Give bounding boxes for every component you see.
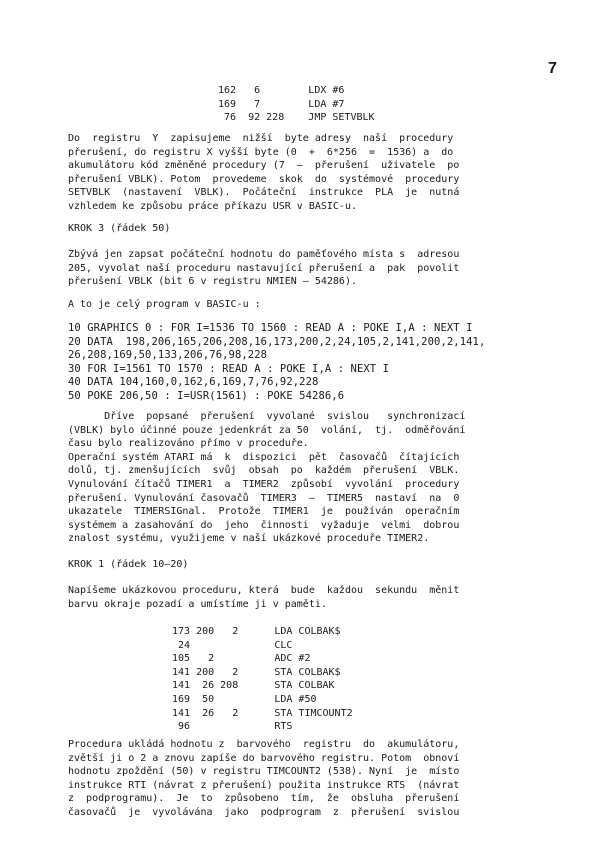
- text-line: časovačů je vyvolávána jako podprogram z přerušení svislou: [68, 806, 460, 818]
- paragraph: A to je celý program v BASIC-u :: [68, 299, 261, 310]
- code-line: 105 2 ADC #2: [172, 653, 311, 665]
- code-line: 20 DATA 198,206,165,206,208,16,173,200,2,24,105,2,141,200,2,141,: [68, 335, 486, 348]
- paragraph: [68, 248, 568, 289]
- text-line: znalost systému, využijeme v naší ukázkové proceduře TIMER2.: [68, 533, 430, 545]
- paragraph: [68, 738, 568, 820]
- text-line: Dříve popsané přerušení vyvolané svislou synchronizací: [68, 411, 466, 422]
- code-line: 40 DATA 104,160,0,162,6,169,7,76,92,228: [68, 376, 319, 389]
- text-line: zvětší ji o 2 a znovu zapíše do barvového registru. Potom obnoví: [68, 752, 460, 764]
- code-line: 96 RTS: [172, 721, 293, 733]
- asm-listing-bottom: [172, 625, 353, 734]
- code-line: 169 50 LDA #50: [172, 693, 317, 705]
- section-heading: KROK 1 (řádek 10–20): [68, 559, 189, 570]
- text-line: Zbývá jen zapsat počáteční hodnotu do paměťového místa s adresou: [68, 249, 460, 260]
- code-line: 24 CLC: [172, 639, 293, 651]
- code-line: 169 7 LDA #7: [218, 98, 345, 110]
- text-line: vzhledem ke způsobu práce příkazu USR v BASIC-u.: [68, 200, 357, 212]
- code-line: 26,208,169,50,133,206,76,98,228: [68, 349, 268, 362]
- code-line: 50 POKE 206,50 : I=USR(1561) : POKE 54286,6: [68, 389, 345, 402]
- code-line: 30 FOR I=1561 TO 1570 : READ A : POKE I,A : NEXT I: [68, 362, 390, 375]
- paragraph: [68, 410, 568, 546]
- text-line: SETVBLK (nastavení VBLK). Počáteční instrukce PLA je nutná: [68, 187, 460, 199]
- code-line: 10 GRAPHICS 0 : FOR I=1536 TO 1560 : READ A : POKE I,A : NEXT I: [68, 322, 473, 334]
- basic-listing: [68, 322, 568, 404]
- text-line: času bylo realizováno přímo v proceduře.: [68, 438, 309, 450]
- text-line: barvu okraje pozadí a umístíme ji v paměti.: [68, 598, 327, 610]
- text-line: Vynulování čítačů TIMER1 a TIMER2 způsobí vyvolání procedury: [68, 478, 460, 490]
- paragraph: [68, 584, 568, 611]
- text-line: přerušení VBLK). Potom provedeme skok do systémové procedury: [68, 173, 460, 185]
- text-line: akumulátoru kód změněné procedury (7 – přerušení uživatele po: [68, 160, 460, 172]
- text-line: 205, vyvolat naší proceduru nastavující přerušení a pak povolit: [68, 262, 460, 274]
- text-line: hodnotu zpoždění (50) v registru TIMCOUNT2 (538). Nyní je místo: [68, 766, 460, 778]
- section-heading: KROK 3 (řádek 50): [68, 223, 171, 234]
- text-line: systémem a zasahování do jeho činnosti vyžaduje velmi dobrou: [68, 519, 460, 531]
- code-line: 173 200 2 LDA COLBAK$: [172, 626, 341, 637]
- text-line: Operační systém ATARI má k dispozici pět časovačů čítajících: [68, 451, 460, 463]
- code-line: 162 6 LDX #6: [218, 85, 345, 96]
- text-line: Do registru Y zapisujeme nižší byte adresy naší procedury: [68, 133, 454, 144]
- text-line: ukazatele TIMERSIGnal. Protože TIMER1 je používán operačním: [68, 506, 460, 518]
- asm-listing-top: [218, 84, 375, 125]
- text-line: Napíšeme ukázkovou proceduru, která bude každou sekundu měnit: [68, 585, 460, 596]
- page-number: 7: [548, 60, 557, 77]
- text-line: dolů, tj. zmenšujících svůj obsah po každém přerušení VBLK.: [68, 465, 460, 477]
- code-line: 76 92 228 JMP SETVBLK: [218, 112, 375, 124]
- text-line: přerušení, do registru X vyšší byte (0 + 6*256 = 1536) a do: [68, 146, 454, 158]
- text-line: přerušení VBLK (bit 6 v registru NMIEN – 54286).: [68, 276, 357, 288]
- code-line: 141 26 2 STA TIMCOUNT2: [172, 707, 353, 719]
- text-line: instrukce RTI (návrat z přerušení) použita instrukce RTS (návrat: [68, 779, 460, 791]
- paragraph: [68, 132, 568, 214]
- code-line: 141 26 208 STA COLBAK: [172, 680, 335, 692]
- code-line: 141 200 2 STA COLBAK$: [172, 666, 341, 678]
- text-line: (VBLK) bylo účinné pouze jedenkrát za 50 volání, tj. odměřování: [68, 424, 466, 436]
- text-line: Procedura ukládá hodnotu z barvového registru do akumulátoru,: [68, 739, 460, 750]
- text-line: z podprogramu). Je to způsobeno tím, že obsluha přerušení: [68, 793, 460, 805]
- text-line: přerušení. Vynulování časovačů TIMER3 – TIMER5 nastaví na 0: [68, 492, 460, 504]
